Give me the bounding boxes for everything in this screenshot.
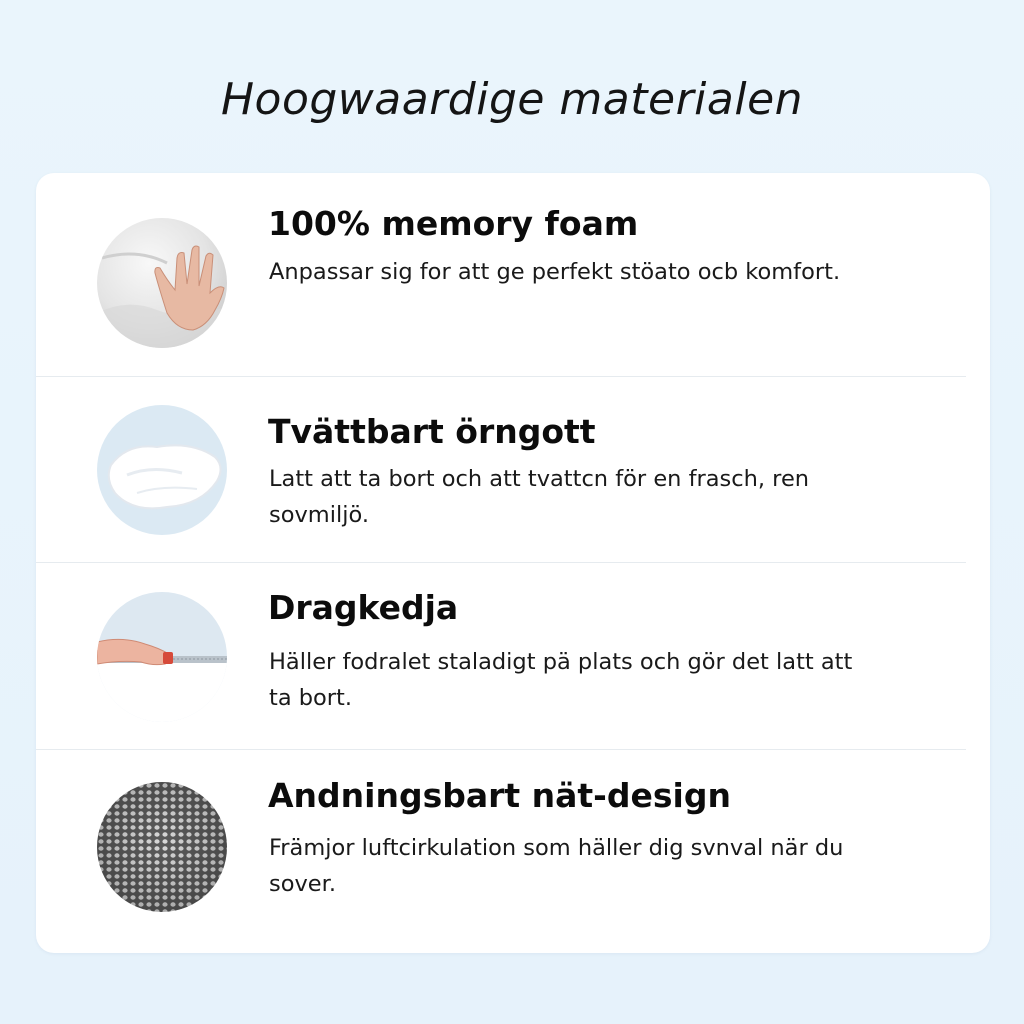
page-title: Hoogwaardige materialen [220,74,804,125]
mesh-fabric-image [97,782,227,912]
feature-title: Dragkedja [268,588,459,627]
feature-description: Latt att ta bort och att tvattcn för en frasch, ren sovmiljö. [269,466,810,528]
memory-foam-image [97,218,227,348]
zipper-image [97,592,227,722]
feature-breathable-mesh [36,750,990,953]
feature-description: Främjor luftcirkulation som häller dig svnval när du sover. [269,835,844,897]
feature-title: 100% memory foam [268,204,639,243]
feature-zipper [36,563,990,750]
feature-memory-foam [36,173,990,377]
feature-title: Tvättbart örngott [268,412,596,451]
feature-description: Häller fodralet staladigt pä plats och gör det latt att ta bort. [269,649,853,711]
feature-title: Andningsbart nät-design [268,776,731,815]
pillowcase-image [97,405,227,535]
feature-description: Anpassar sig for att ge perfekt stöato ocb komfort. [269,259,841,285]
feature-washable-pillowcase [36,377,990,563]
materials-card [36,173,990,953]
